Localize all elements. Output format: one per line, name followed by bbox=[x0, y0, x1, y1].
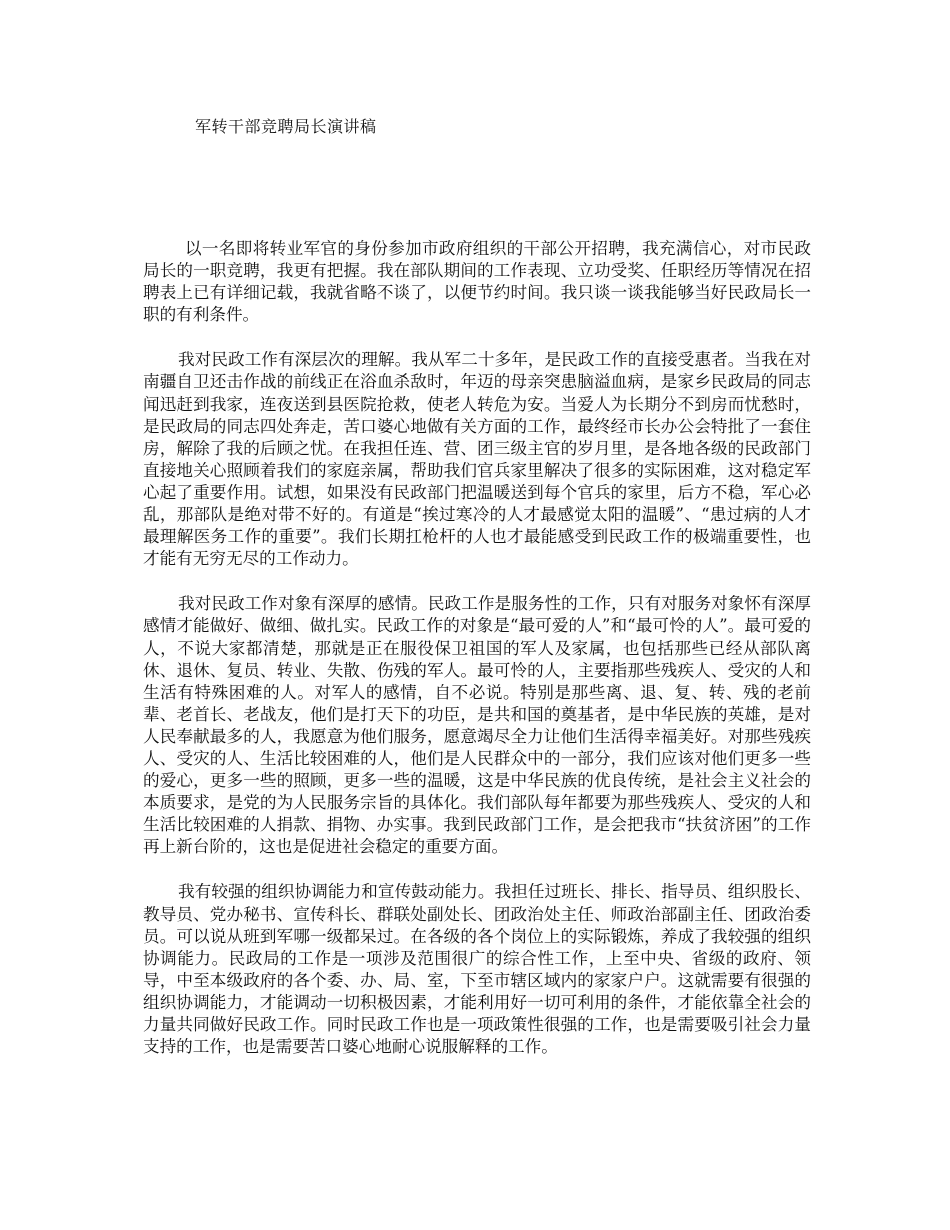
paragraph-understanding: 我对民政工作有深层次的理解。我从军二十多年，是民政工作的直接受惠者。当我在对南疆自卫还击作战的前线正在浴血杀敌时，年迈的母亲突患脑溢血病，是家乡民政局的同志闻迅赶到我家，连夜送到县医院抢救，使老人转危为安。当爱人为长期分不到房而忧愁时，是民政局的同志四处奔走，苦口婆心地做有关方面的工作，最终经市长办公会特批了一套住房，解除了我的后顾之忧。在我担任连、营、团三级主官的岁月里，是各地各级的民政部门直接地关心照顾着我们的家庭亲属，帮助我们官兵家里解决了很多的实际困难，这对稳定军心起了重要作用。试想，如果没有民政部门把温暖送到每个官兵的家里，后方不稳，军心必乱，那部队是绝对带不好的。有道是“挨过寒冷的人才最感觉太阳的温暖”、“患过病的人才最理解医务工作的重要”。我们长期扛枪杆的人也才最能感受到民政工作的极端重要性，也才能有无穷无尽的工作动力。 bbox=[143, 350, 811, 569]
paragraph-intro: 以一名即将转业军官的身份参加市政府组织的干部公开招聘，我充满信心，对市民政局长的一职竞聘，我更有把握。我在部队期间的工作表现、立功受奖、任职经历等情况在招聘表上已有详细记载，我就省略不谈了，以便节约时间。我只谈一谈我能够当好民政局长一职的有利条件。 bbox=[143, 239, 811, 325]
document-title: 军转干部竞聘局长演讲稿 bbox=[195, 117, 377, 136]
paragraph-feelings: 我对民政工作对象有深厚的感情。民政工作是服务性的工作，只有对服务对象怀有深厚感情才能做好、做细、做扎实。民政工作的对象是“最可爱的人”和“最可怜的人”。最可爱的人，不说大家都清楚，那就是正在服役保卫祖国的军人及家属，也包括那些已经从部队离休、退休、复员、转业、失散、伤残的军人。最可怜的人，主要指那些残疾人、受灾的人和生活有特殊困难的人。对军人的感情，自不必说。特别是那些离、退、复、转、残的老前辈、老首长、老战友，他们是打天下的功臣，是共和国的奠基者，是中华民族的英雄，是对人民奉献最多的人，我愿意为他们服务，愿意竭尽全力让他们生活得幸福美好。对那些残疾人、受灾的人、生活比较困难的人，他们是人民群众中的一部分，我们应该对他们更多一些的爱心，更多一些的照顾，更多一些的温暖，这是中华民族的优良传统，是社会主义社会的本质要求，是党的为人民服务宗旨的具体化。我们部队每年都要为那些残疾人、受灾的人和生活比较困难的人捐款、捐物、办实事。我到民政部门工作，是会把我市“扶贫济困”的工作再上新台阶的，这也是促进社会稳定的重要方面。 bbox=[143, 594, 811, 857]
paragraph-abilities: 我有较强的组织协调能力和宣传鼓动能力。我担任过班长、排长、指导员、组织股长、教导员、党办秘书、宣传科长、群联处副处长、团政治处主任、师政治部副主任、团政治委员。可以说从班到军哪一级都呆过。在各级的各个岗位上的实际锻炼，养成了我较强的组织协调能力。民政局的工作是一项涉及范围很广的综合性工作，上至中央、省级的政府、领导，中至本级政府的各个委、办、局、室，下至市辖区域内的家家户户。这就需要有很强的组织协调能力，才能调动一切积极因素，才能利用好一切可利用的条件，才能依靠全社会的力量共同做好民政工作。同时民政工作也是一项政策性很强的工作，也是需要吸引社会力量支持的工作，也是需要苦口婆心地耐心说服解释的工作。 bbox=[143, 882, 811, 1057]
document-body bbox=[143, 238, 811, 1081]
